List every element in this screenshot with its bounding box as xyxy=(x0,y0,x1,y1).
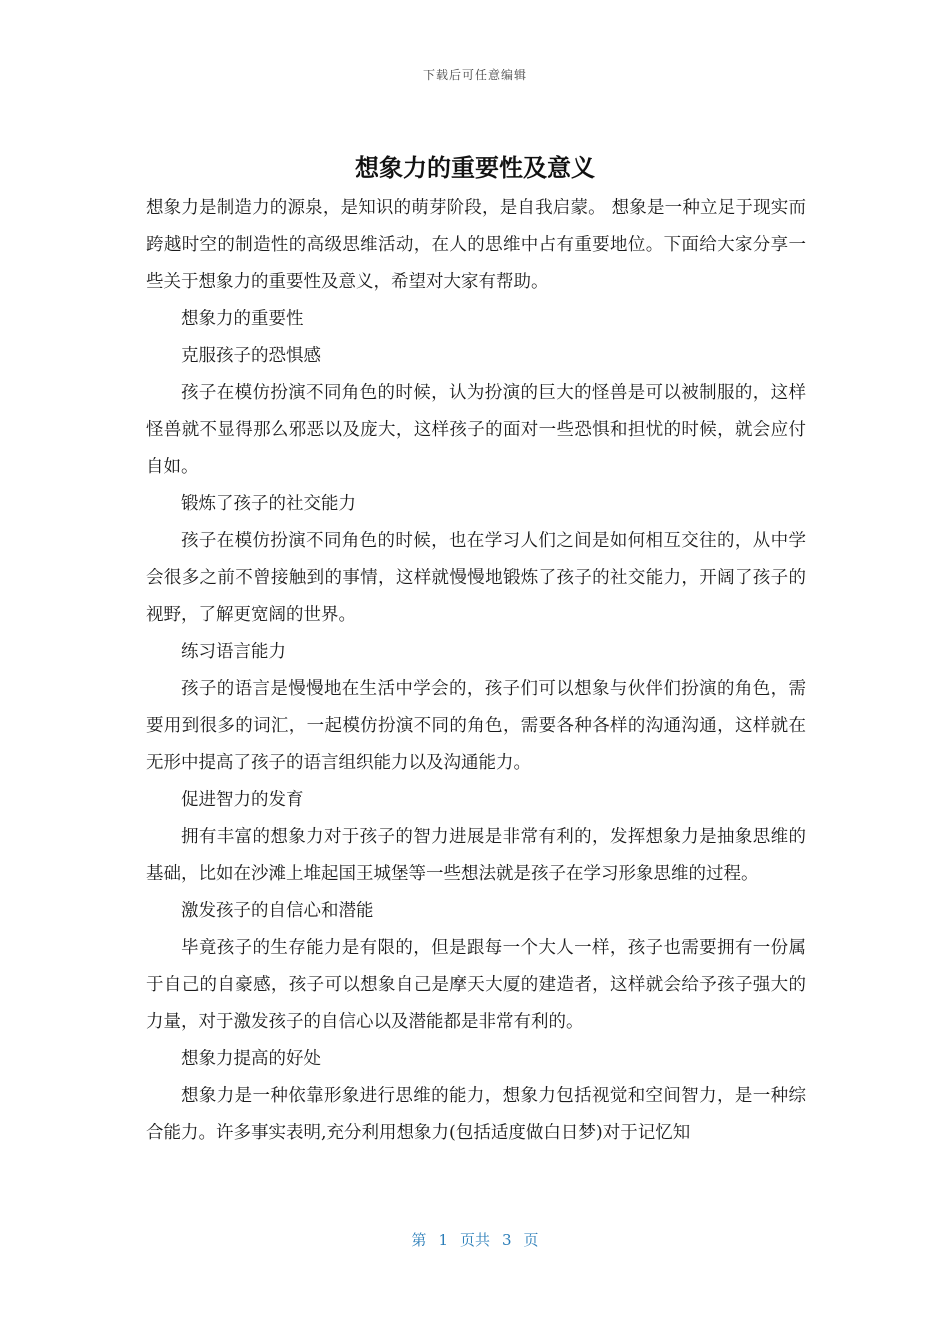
body-paragraph: 孩子在模仿扮演不同角色的时候，认为扮演的巨大的怪兽是可以被制服的，这样怪兽就不显得那么邪恶以及庞大，这样孩子的面对一些恐惧和担忧的时候，就会应付自如。 xyxy=(146,383,806,477)
subsection-heading: 促进智力的发育 xyxy=(181,790,304,810)
header-note: 下载后可任意编辑 xyxy=(422,68,527,82)
subsection-heading: 锻炼了孩子的社交能力 xyxy=(181,494,356,514)
body-paragraph: 想象力是一种依靠形象进行思维的能力，想象力包括视觉和空间智力，是一种综合能力。许多事实表明,充分利用想象力(包括适度做白日梦)对于记忆知 xyxy=(146,1086,806,1143)
body-paragraph: 孩子在模仿扮演不同角色的时候，也在学习人们之间是如何相互交往的，从中学会很多之前不曾接触到的事情，这样就慢慢地锻炼了孩子的社交能力，开阔了孩子的视野，了解更宽阔的世界。 xyxy=(146,531,806,625)
current-page-number: 1 xyxy=(438,1231,448,1249)
section-heading: 想象力提高的好处 xyxy=(181,1049,321,1069)
body-paragraph: 拥有丰富的想象力对于孩子的智力进展是非常有利的，发挥想象力是抽象思维的基础，比如在沙滩上堆起国王城堡等一些想法就是孩子在学习形象思维的过程。 xyxy=(146,827,806,884)
subsection-heading: 练习语言能力 xyxy=(181,642,286,662)
subsection-heading: 克服孩子的恐惧感 xyxy=(181,346,321,366)
total-pages-number: 3 xyxy=(502,1231,512,1249)
section-heading: 想象力的重要性 xyxy=(181,309,304,329)
subsection-heading: 激发孩子的自信心和潜能 xyxy=(181,901,374,921)
document-title: 想象力的重要性及意义 xyxy=(355,154,595,182)
page-label-mid: 页共 xyxy=(459,1231,490,1249)
page-footer xyxy=(0,1229,950,1250)
body-paragraph: 毕竟孩子的生存能力是有限的，但是跟每一个大人一样，孩子也需要拥有一份属于自己的自豪感，孩子可以想象自己是摩天大厦的建造者，这样就会给予孩子强大的力量，对于激发孩子的自信心以及潜能都是非常有利的。 xyxy=(146,938,806,1032)
page-label-prefix: 第 xyxy=(411,1231,427,1249)
body-paragraph: 孩子的语言是慢慢地在生活中学会的，孩子们可以想象与伙伴们扮演的角色，需要用到很多的词汇，一起模仿扮演不同的角色，需要各种各样的沟通沟通，这样就在无形中提高了孩子的语言组织能力以及沟通能力。 xyxy=(146,679,806,773)
intro-paragraph: 想象力是制造力的源泉，是知识的萌芽阶段，是自我启蒙。 想象是一种立足于现实而跨越时空的制造性的高级思维活动，在人的思维中占有重要地位。下面给大家分享一些关于想象力的重要性及意义，希望对大家有帮助。 xyxy=(146,198,806,292)
page-label-suffix: 页 xyxy=(523,1231,539,1249)
document-body xyxy=(146,190,806,1152)
